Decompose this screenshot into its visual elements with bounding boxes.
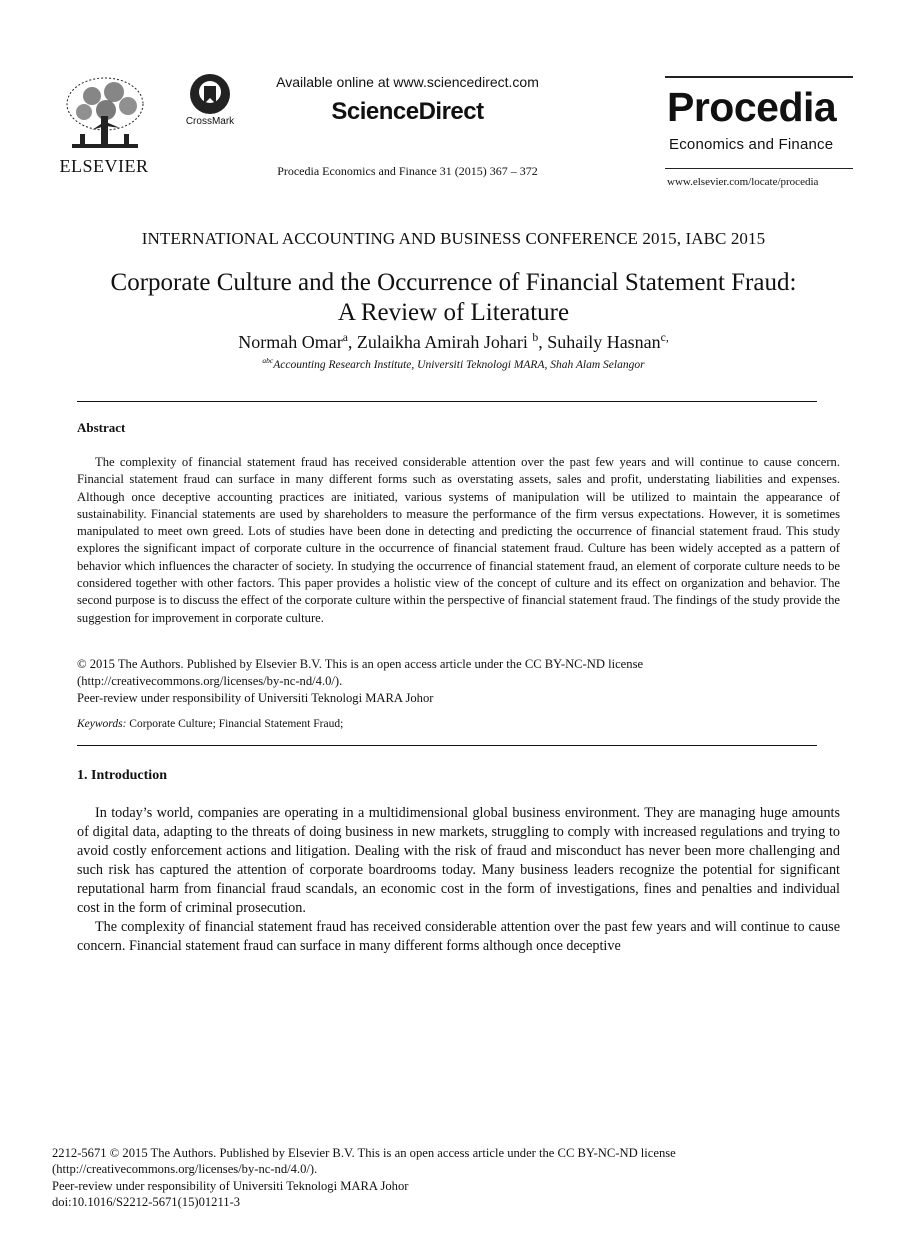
conference-name: INTERNATIONAL ACCOUNTING AND BUSINESS CONFERENCE 2015, IABC 2015 xyxy=(141,229,766,248)
abstract-heading: Abstract xyxy=(77,420,126,435)
paren-open: ( xyxy=(77,673,82,688)
author-separator: , xyxy=(538,332,548,352)
paper-title xyxy=(40,268,867,328)
abstract-text: The complexity of financial statement fraud has received considerable attention over the past few years and will continue to cause concern. Financial statement fraud can surface in many different forms such as overstating assets, sales and profit, understating liabilities and expenses. Although once deceptive accounting practices are initiated, various systems of manipulation will be utilized to maintain the appearance of sustainability. Financial statements are used by shareholders to measure the performance of the firm versus expectations. However, it is sometimes manipulated to meet own greed. Lots of studies have been done in detecting and predicting the occurrence of financial statement fraud. This study explores the significant impact of corporate culture in the occurrence of financial statement fraud. Culture has been widely accepted as a pattern of behavior which influences the character of society. In studying the occurrence of financial statement fraud, an element of corporate culture needs to be considered together with other factors. This paper provides a holistic view of the concept of culture and its effect on organization and behavior. The second purpose is to discuss the effect of the corporate culture within the perspective of financial statement fraud. The findings of the study provide the suggestion for improvement in corporate culture. xyxy=(77,455,840,625)
procedia-top-rule xyxy=(665,76,853,78)
author-affiliation-mark: a xyxy=(342,331,348,344)
paper-title-line-1: Corporate Culture and the Occurrence of Financial Statement Fraud: xyxy=(110,269,797,296)
footer-license-line xyxy=(52,1161,852,1177)
keywords xyxy=(77,718,343,730)
procedia-divider xyxy=(665,168,853,169)
elsevier-wordmark: ELSEVIER xyxy=(59,156,149,176)
copyright-line: © 2015 The Authors. Published by Elsevier B.V. This is an open access article under the CC BY-NC-ND license xyxy=(77,657,644,671)
author-affiliation-mark: c, xyxy=(660,331,669,344)
paragraph: In today’s world, companies are operating in a multidimensional global business environment. They are managing huge amounts of digital data, adapting to the threats of doing business in new markets, struggling to comply with increased regulations and trying to avoid costly enforcement actions and litigation. Dealing with the risk of fraud and misconduct has never been more challenging and such risk has captured the attention of corporate boardrooms today. Many business leaders recognize the potential for significant reputational harm from financial fraud scandals, an economic cost in the form of investigations, fines and penalties and individual cost in the form of criminal prosecution. xyxy=(77,805,840,916)
footer-peer-review: Peer-review under responsibility of Universiti Teknologi MARA Johor xyxy=(52,1178,409,1193)
author-name: Normah Omar xyxy=(238,332,343,352)
procedia-subtitle: Economics and Finance xyxy=(669,136,834,153)
affiliation-mark: abc xyxy=(262,356,274,365)
paren-close: ). xyxy=(309,1162,318,1177)
author-name: Zulaikha Amirah Johari xyxy=(356,332,533,352)
copyright-notice xyxy=(77,656,840,706)
paper-title-line-2: A Review of Literature xyxy=(337,299,570,326)
author-separator: , xyxy=(347,332,357,352)
footer-notice xyxy=(52,1145,852,1211)
section-divider xyxy=(77,745,817,746)
footer-license-link[interactable]: http://creativecommons.org/licenses/by-nc-nd/4.0/ xyxy=(56,1162,310,1177)
license-link[interactable]: http://creativecommons.org/licenses/by-nc-nd/4.0/ xyxy=(81,673,335,688)
journal-reference: Procedia Economics and Finance 31 (2015) 367 – 372 xyxy=(277,164,538,178)
affiliation-text: Accounting Research Institute, Universiti Teknologi MARA, Shah Alam Selangor xyxy=(273,358,645,371)
available-online-text: Available online at www.sciencedirect.com xyxy=(276,74,539,90)
license-line xyxy=(77,673,840,690)
procedia-url-link[interactable]: www.elsevier.com/locate/procedia xyxy=(667,176,819,188)
section-divider xyxy=(77,401,817,402)
peer-review-line: Peer-review under responsibility of Universiti Teknologi MARA Johor xyxy=(77,690,434,705)
elsevier-tree-icon xyxy=(62,76,148,154)
procedia-logo xyxy=(665,76,853,192)
paragraph: The complexity of financial statement fraud has received considerable attention over the past few years and will continue to cause concern. Financial statement fraud can surface in many different forms although once deceptive xyxy=(77,919,840,954)
keywords-label: Keywords: xyxy=(77,718,127,730)
introduction-body xyxy=(77,804,840,956)
affiliation xyxy=(40,356,867,371)
sciencedirect-brand[interactable]: ScienceDirect xyxy=(331,98,484,125)
procedia-title: Procedia xyxy=(667,84,837,130)
paren-open: ( xyxy=(52,1162,57,1177)
crossmark-label: CrossMark xyxy=(185,116,235,127)
author-affiliation-mark: b xyxy=(532,331,539,344)
footer-copyright: 2212-5671 © 2015 The Authors. Published by Elsevier B.V. This is an open access article under the CC BY-NC-ND license xyxy=(52,1146,676,1160)
author-name: Suhaily Hasnan xyxy=(547,332,661,352)
introduction-heading: 1. Introduction xyxy=(77,768,167,783)
keywords-text: Corporate Culture; Financial Statement Fraud; xyxy=(126,718,344,730)
author-list xyxy=(40,331,867,353)
elsevier-logo xyxy=(56,76,152,176)
paren-close: ). xyxy=(334,673,343,688)
footer-doi[interactable]: doi:10.1016/S2212-5671(15)01211-3 xyxy=(52,1195,241,1210)
